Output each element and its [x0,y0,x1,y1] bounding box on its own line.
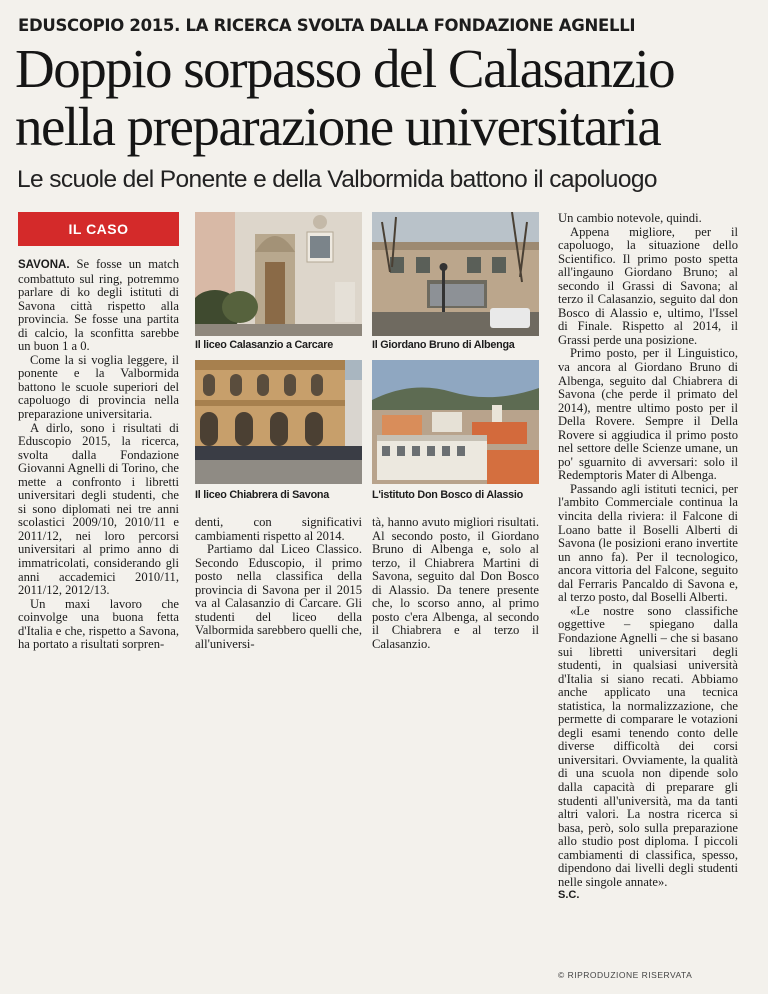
section-label: IL CASO [68,221,129,237]
col1-p2: Come la si voglia leggere, il ponente e la Valbormida battono le scuole superiori del capoluogo di provincia nella preparazione universitaria. [18,352,179,422]
col1-p1: Se fosse un match combattuto sul ring, potremmo parlare di ko degli istituti di Savona città rispetto alla provincia. Se fosse una partita di calcio, la sconfitta sarebbe un buon 1 a 0. [18,257,179,354]
photo-calasanzio [195,212,362,336]
paragraph [18,258,179,354]
photo-don-bosco [372,360,539,484]
col3-p1: tà, hanno avuto migliori risultati. Al secondo posto, il Giordano Bruno di Albenga e, solo al terzo, il Chiabrera Martini di Savona, seguito dal Don Bosco di Alassio. Da tenere presente che, lo scorso anno, al primo posto c'era Albenga, al secondo il Chiabrera e al terzo il Calasanzio. [372,515,539,651]
author-signature: S.C. [558,889,580,902]
column-2 [195,516,362,651]
article-subtitle: Le scuole del Ponente e della Valbormida battono il capoluogo [17,166,657,193]
caption-calasanzio: Il liceo Calasanzio a Carcare [195,339,333,351]
photo-chiabrera [195,360,362,484]
col2-p1: denti, con significativi cambiamenti rispetto al 2014. [195,515,362,543]
col4-p3: Primo posto, per il Linguistico, va ancora al Giordano Bruno di Albenga, seguito dal Chiabrera di Savona (che perde il primato del 2014), mentre ultimo posto per il Della Rovere. Sempre il Della Rovere si aggiudica il primo posto nel settore delle Scienze umane, un po' sguarnito di avversari: solo il Redemptoris Mater di Albenga. [558,346,738,483]
column-1 [18,258,179,652]
article-kicker: EDUSCOPIO 2015. LA RICERCA SVOLTA DALLA FONDAZIONE AGNELLI [18,16,636,35]
col1-p3: A dirlo, sono i risultati di Eduscopio 2015, la ricerca, svolta dalla Fondazione Giovanni Agnelli di Torino, che mette a confronto i libretti universitari degli studenti, che si sono diplomati nei tre anni scolastici 2009/10, 2010/11 e 2011/12, nei loro percorsi universitari al primo anno di immatricolati, considerando gli anni accademici 2010/11, 2011/12, 2012/13. [18,420,179,598]
caption-chiabrera: Il liceo Chiabrera di Savona [195,489,330,501]
dateline: SAVONA. [18,259,70,271]
article-title [15,40,755,156]
copyright-notice: © RIPRODUZIONE RISERVATA [558,970,693,980]
photo-don-bosco-image [372,360,539,484]
photo-giordano-bruno [372,212,539,336]
col4-p1: Un cambio notevole, quindi. [558,211,702,225]
col1-p4: Un maxi lavoro che coinvolge una buona fetta d'Italia e che, rispetto a Savona, ha portato a risultati sorpren- [18,596,179,652]
caption-don-bosco: L'istituto Don Bosco di Alassio [372,489,523,501]
col4-p4: Passando agli istituti tecnici, per l'ambito Commerciale continua la vincita della riviera: il Falcone di Loano batte il Boselli Alberti di Savona (le posizioni erano invertite un anno fa). Per il tecnologico, ancora vittoria del Falcone, seguito dal Ferraris Pancaldo di Savona e, al terzo posto, dal Boselli Alberti. [558,481,738,605]
col2-p2: Partiamo dal Liceo Classico. Secondo Eduscopio, il primo posto nella classifica della provincia di Savona per il 2015 va al Calasanzio di Carcare. Gli studenti del liceo della Valbormida sarebbero quelli che, all'universi- [195,542,362,651]
col4-p2: Appena migliore, per il capoluogo, la situazione dello Scientifico. Il primo posto spetta all'ingauno Giordano Bruno; al secondo il Grassi di Savona; al terzo il Calasanzio, seguito dal don Bosco di Alassio e, ultimo, l'Issel di Finale. Rispetto al 2014, il Grassi perde una posizione. [558,224,738,347]
column-3 [372,516,539,651]
photo-giordano-bruno-image [372,212,539,336]
col4-p5: «Le nostre sono classifiche oggettive – spiegano dalla Fondazione Agnelli – che si basano sui libretti universitari degli studenti, in qualsiasi università d'Italia si siano recati. Abbiamo anche applicato una tecnica statistica, la normalizzazione, che permette di comparare le votazioni degli esami tenendo conto delle diverse difficoltà dei corsi universitari. Ovviamente, la qualità di una scuola non dipende solo dalla capacità di preparare gli studenti all'università, ma da tanti altri valori. La nostra ricerca si basa, però, solo sulla preparazione allo studio post diploma. I piccoli cambiamenti di classifica, spesso, dipendono dai livelli degli studenti nelle singole annate». [558,603,738,889]
title-line-2: nella preparazione universitaria [15,96,661,157]
photo-calasanzio-image [195,212,362,336]
photo-chiabrera-image [195,360,362,484]
column-4 [558,212,738,903]
caption-giordano-bruno: Il Giordano Bruno di Albenga [372,339,515,351]
title-line-1: Doppio sorpasso del Calasanzio [15,38,675,99]
